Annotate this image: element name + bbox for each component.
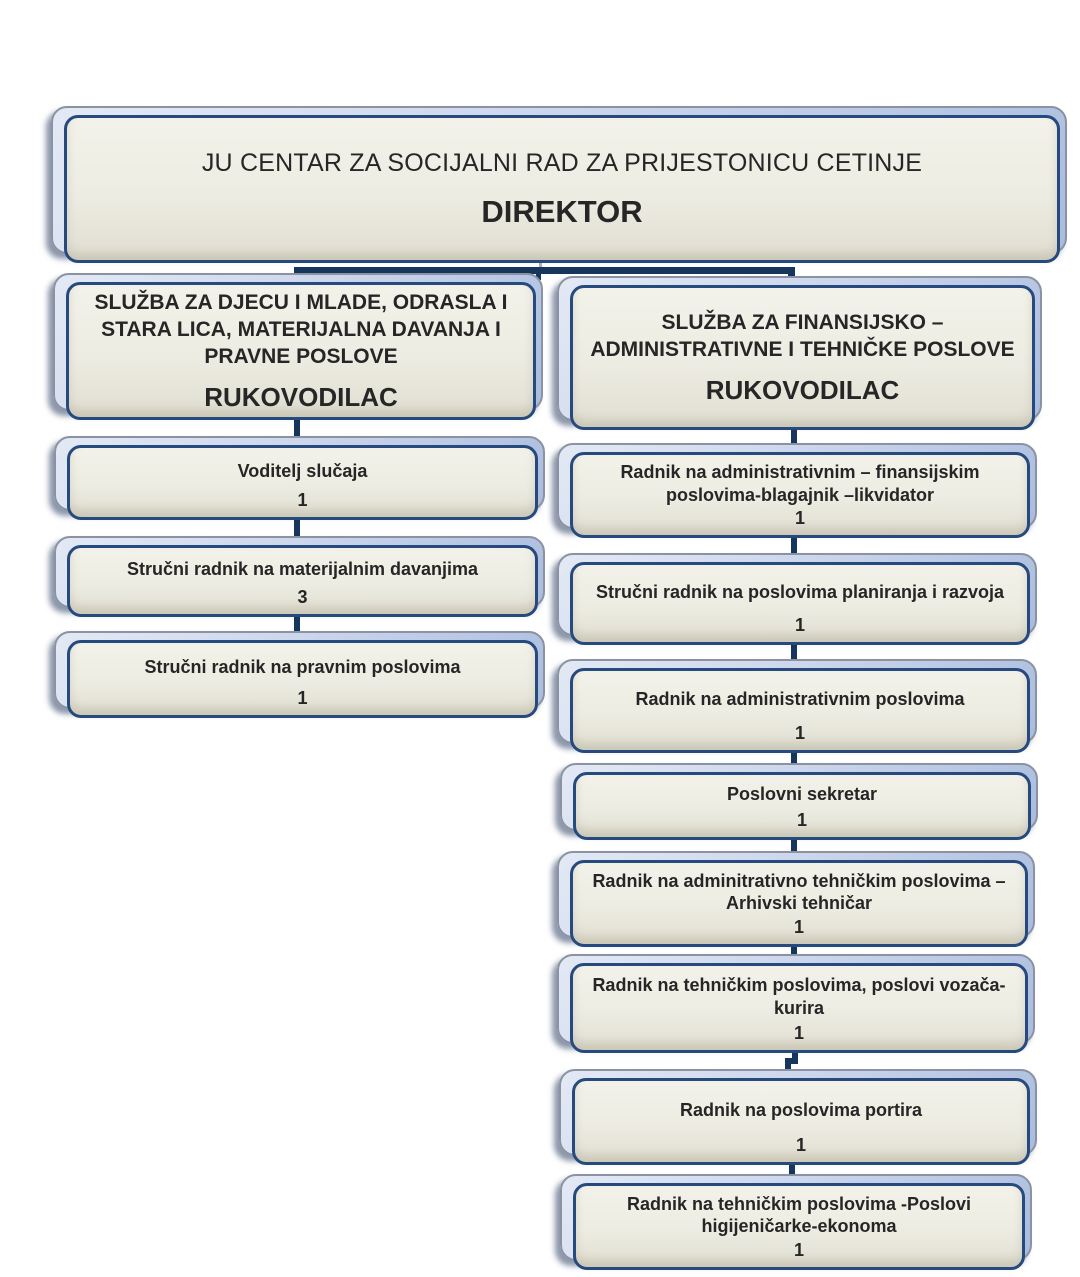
position-title: Voditelj slučaja — [237, 460, 368, 481]
position-title: Stručni radnik na poslovima planiranja i razvoja — [595, 581, 1005, 602]
organization-name: JU CENTAR ZA SOCIJALNI RAD ZA PRIJESTONICU CETINJE — [201, 148, 923, 177]
position-count: 1 — [793, 917, 804, 937]
position-title: Radnik na tehničkim poslovima, poslovi vozača-kurira — [592, 975, 1006, 1018]
org-node-position — [570, 668, 1030, 753]
position-count: 1 — [297, 490, 308, 510]
org-node-direktor — [64, 115, 1060, 263]
org-node-position — [570, 562, 1030, 645]
org-node-position — [570, 860, 1028, 947]
position-title: Stručni radnik na pravnim poslovima — [144, 657, 461, 678]
service-title: SLUŽBA ZA FINANSIJSKO –ADMINISTRATIVNE I TEHNIČKE POSLOVE — [590, 310, 1015, 361]
position-title: Poslovni sekretar — [726, 784, 878, 805]
position-count: 1 — [796, 810, 807, 830]
org-node-position — [573, 1183, 1025, 1270]
service-role: RUKOVODILAC — [705, 375, 900, 406]
service-role: RUKOVODILAC — [204, 382, 398, 413]
position-count: 1 — [794, 615, 805, 635]
position-title: Radnik na administrativnim – finansijskim poslovima-blagajnik –likvidator — [620, 462, 980, 505]
org-node-position — [570, 452, 1030, 538]
position-title: Stručni radnik na materijalnim davanjima — [126, 559, 479, 580]
org-node-position — [572, 1078, 1030, 1165]
org-node-right-service — [570, 285, 1035, 430]
position-count: 1 — [794, 723, 805, 743]
position-count: 1 — [793, 1023, 804, 1043]
position-count: 1 — [297, 688, 308, 708]
position-count: 1 — [794, 508, 805, 528]
position-title: Radnik na poslovima portira — [679, 1099, 923, 1120]
service-title: SLUŽBA ZA DJECU I MLADE, ODRASLA I STARA LICA, MATERIJALNA DAVANJA I PRAVNE POSLOVE — [94, 290, 508, 369]
org-node-position — [570, 963, 1028, 1053]
org-node-position — [67, 545, 538, 617]
org-node-position — [67, 640, 538, 718]
position-title: Radnik na tehničkim poslovima -Poslovi higijeničarke-ekonoma — [626, 1193, 972, 1236]
role-direktor: DIREKTOR — [481, 193, 643, 229]
position-count: 1 — [795, 1135, 806, 1155]
position-title: Radnik na administrativnim poslovima — [635, 688, 965, 709]
position-count: 3 — [297, 587, 308, 607]
org-node-left-service — [66, 282, 536, 420]
position-title: Radnik na adminitrativno tehničkim poslovima – Arhivski tehničar — [592, 870, 1006, 913]
org-node-position — [67, 445, 538, 520]
org-node-position — [573, 772, 1031, 840]
position-count: 1 — [793, 1240, 804, 1260]
